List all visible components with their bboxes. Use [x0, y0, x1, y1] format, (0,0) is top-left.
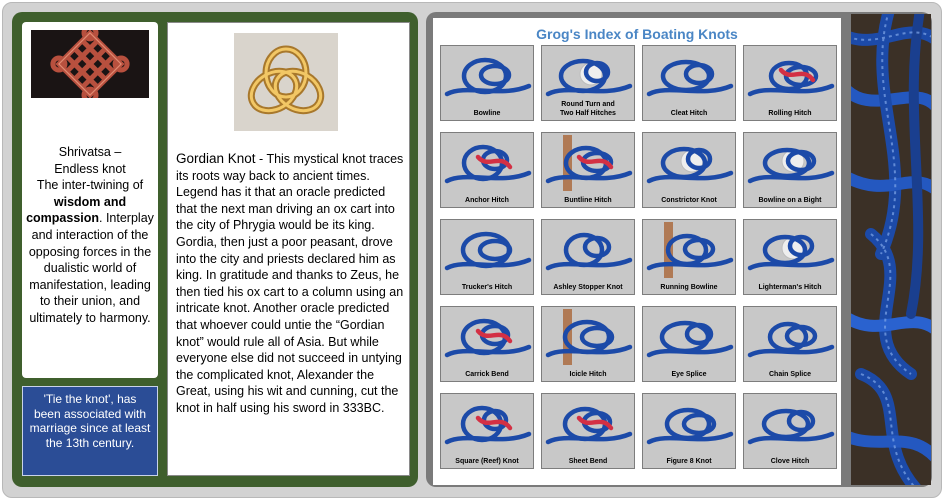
- knot-card: [541, 306, 635, 382]
- knot-card: [743, 132, 837, 208]
- shrivatsa-subtitle: Endless knot: [54, 161, 126, 176]
- knot-card: [541, 45, 635, 121]
- knot-label: Rolling Hitch: [768, 109, 812, 117]
- knot-label: Bowline: [473, 109, 501, 117]
- knot-card: [541, 132, 635, 208]
- knot-card: [642, 393, 736, 469]
- knot-card: [642, 219, 736, 295]
- knot-card: [440, 306, 534, 382]
- shrivatsa-body: . Interplay and interaction of the opposing forces in the dualistic world of manifestation, leading to their union, and ultimately to harmony.: [28, 211, 154, 325]
- knot-card: [642, 306, 736, 382]
- gordian-body: - This mystical knot traces its roots way back to ancient times. Legend has it that an oracle predicted that the next man driving an ox cart into the city of Phrygia would be its king. Gordia, then just a poor peasant, drove into the city and priests declared him as king. In gratitude and thanks to Zeus, he then tied his ox cart to a column using an intricate knot. Another oracle predicted that whoever could untie the “Gordian knot” would rule all of Asia. But while everyone else did not succeed in untying the complicated knot, Alexander the Great, using his wit and cunning, cut the knot in half using his sword in 333BC.: [176, 152, 404, 415]
- knot-label: Icicle Hitch: [569, 370, 607, 378]
- knot-card: [440, 45, 534, 121]
- knot-label: Ashley Stopper Knot: [553, 283, 623, 291]
- knot-card: [743, 306, 837, 382]
- knot-card: [440, 219, 534, 295]
- shrivatsa-card: [22, 22, 158, 378]
- knot-label: Trucker's Hitch: [461, 283, 513, 291]
- gordian-card: [167, 22, 410, 476]
- knot-label: Clove Hitch: [770, 457, 810, 465]
- knot-card: [642, 45, 736, 121]
- gordian-title: Gordian Knot: [176, 151, 256, 166]
- knot-card: [743, 393, 837, 469]
- knot-label: Buntline Hitch: [564, 196, 612, 204]
- knot-label: Eye Splice: [671, 370, 707, 378]
- knot-card: [541, 393, 635, 469]
- knot-label: Sheet Bend: [568, 457, 608, 465]
- tie-the-knot-note: 'Tie the knot', has been associated with marriage since at least the 13th century.: [22, 386, 158, 476]
- knot-label: Running Bowline: [660, 283, 718, 291]
- shrivatsa-title: Shrivatsa –: [58, 145, 122, 159]
- knot-card: [541, 219, 635, 295]
- knot-label: Constrictor Knot: [661, 196, 717, 204]
- knot-label: Cleat Hitch: [670, 109, 708, 117]
- knot-card: [743, 45, 837, 121]
- gordian-knot-image: [234, 33, 338, 131]
- shrivatsa-text: [26, 144, 154, 327]
- knot-label: Lighterman's Hitch: [758, 283, 822, 291]
- knot-index-title: Grog's Index of Boating Knots: [536, 26, 738, 42]
- knot-label: Carrick Bend: [465, 370, 509, 378]
- knot-label: Bowline on a Bight: [758, 196, 822, 204]
- endless-knot-image: [31, 30, 149, 98]
- gordian-text: [176, 151, 404, 417]
- knot-label: Round Turn and Two Half Hitches: [560, 101, 616, 117]
- knot-card: [642, 132, 736, 208]
- knot-card: [440, 132, 534, 208]
- knot-label: Square (Reef) Knot: [455, 457, 519, 465]
- knot-card: [440, 393, 534, 469]
- shrivatsa-intro: The inter-twining of: [36, 178, 144, 193]
- knot-label: Figure 8 Knot: [666, 457, 712, 465]
- shrivatsa-emphasis: wisdom and compassion: [26, 194, 127, 226]
- knot-index-chart: [433, 18, 841, 485]
- knot-label: Chain Splice: [768, 370, 811, 378]
- blue-rope-photo: [851, 14, 931, 485]
- knot-card: [743, 219, 837, 295]
- knot-label: Anchor Hitch: [465, 196, 509, 204]
